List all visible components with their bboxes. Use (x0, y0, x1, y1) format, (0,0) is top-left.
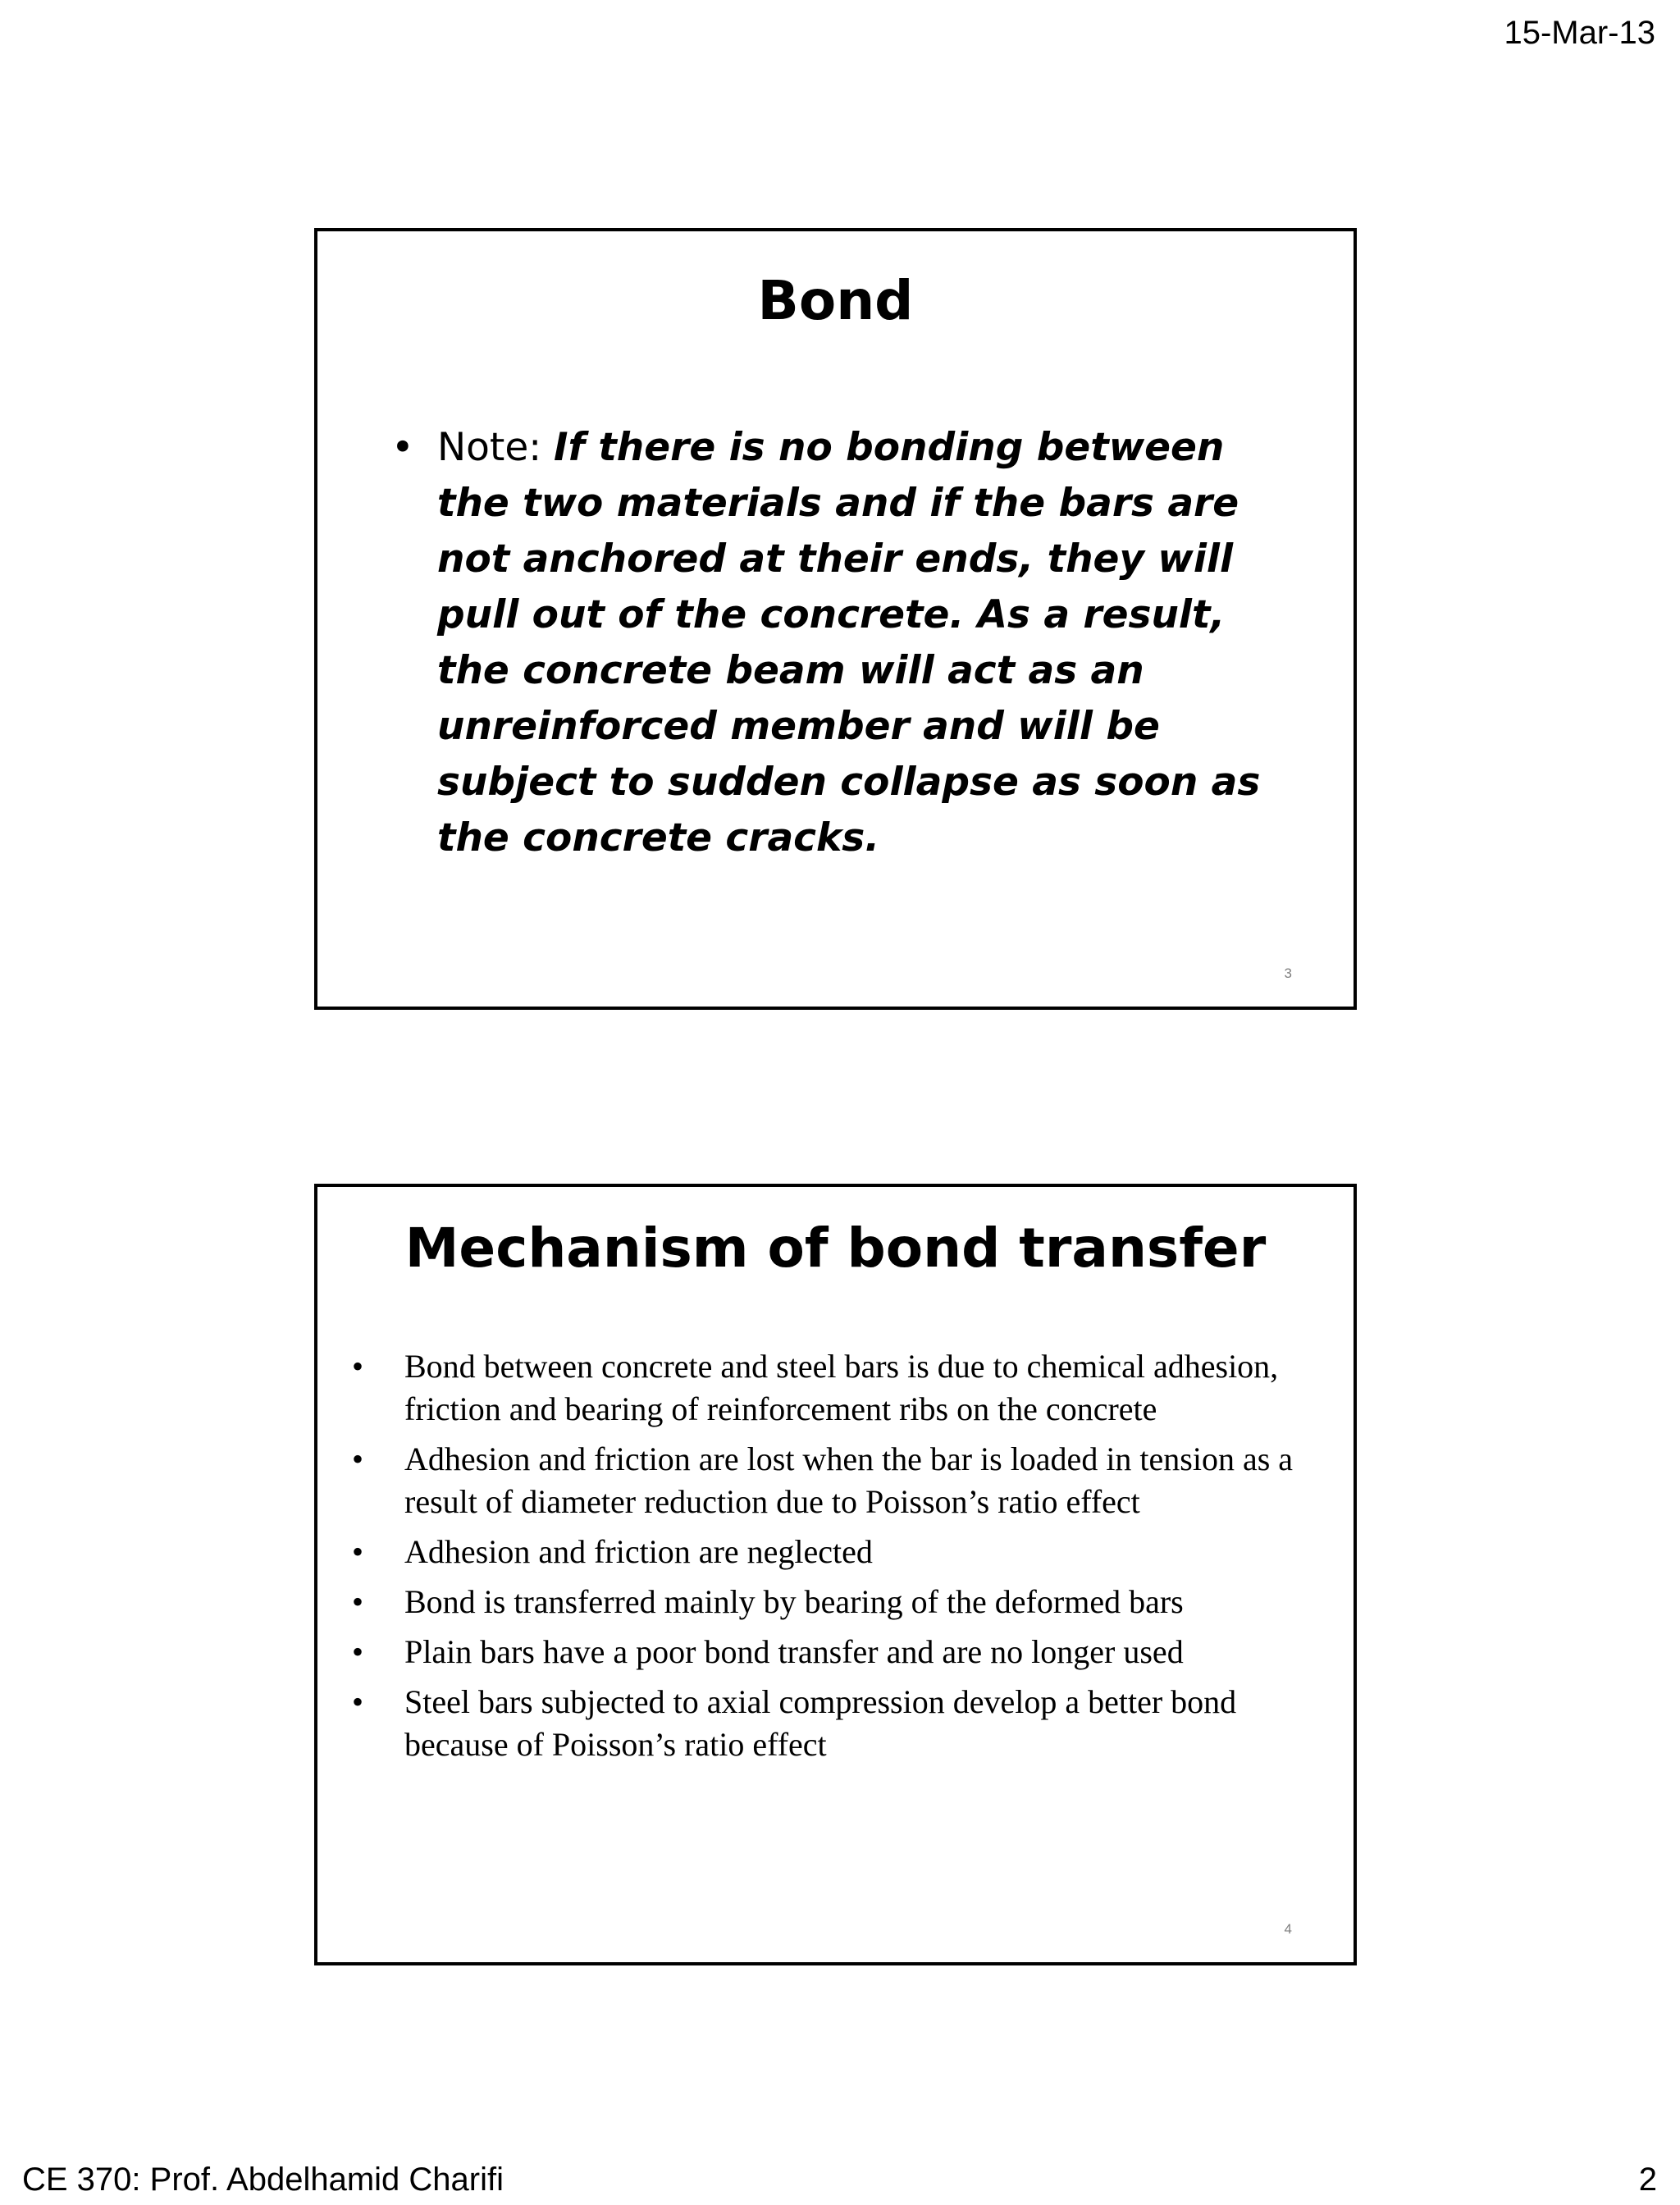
list-item (352, 1345, 1320, 1431)
slide-number: 3 (1284, 966, 1292, 981)
bullet-icon: • (352, 1683, 364, 1720)
list-item (352, 1581, 1320, 1623)
note-block (391, 420, 1294, 866)
list-item (352, 1631, 1320, 1673)
bullet-icon: • (352, 1440, 364, 1477)
list-item-text: Bond is transferred mainly by bearing of the deformed bars (404, 1583, 1184, 1620)
slide-number: 4 (1284, 1921, 1292, 1937)
bullet-icon: • (352, 1348, 364, 1385)
list-item-text: Bond between concrete and steel bars is due to chemical adhesion, friction and bearing of reinforcement ribs on the concrete (404, 1348, 1279, 1427)
list-item-text: Steel bars subjected to axial compression develop a better bond because of Poisson’s ratio effect (404, 1683, 1237, 1763)
list-item-text: Adhesion and friction are lost when the bar is loaded in tension as a result of diameter reduction due to Poisson’s ratio effect (404, 1440, 1294, 1520)
footer-page-number: 2 (1638, 2162, 1657, 2198)
list-item-text: Adhesion and friction are neglected (404, 1533, 873, 1570)
note-label: Note: (437, 425, 555, 470)
bullet-icon: • (391, 425, 414, 470)
list-item-text: Plain bars have a poor bond transfer and are no longer used (404, 1633, 1184, 1670)
slide-title: Bond (757, 269, 914, 332)
bullet-icon: • (352, 1583, 364, 1620)
page-date: 15-Mar-13 (1504, 15, 1655, 51)
note-body: If there is no bonding between the two materials and if the bars are not anchored at their ends, they will pull out of the concrete. As a result, the concrete beam will act as an unreinforced member and will be subject to sudden collapse as soon as the concrete cracks. (437, 425, 1261, 861)
list-item (352, 1531, 1320, 1573)
bullet-icon: • (352, 1633, 364, 1670)
footer-course: CE 370: Prof. Abdelhamid Charifi (22, 2162, 504, 2198)
slide-mechanism-of-bond-transfer (314, 1184, 1357, 1965)
bullet-list (352, 1345, 1320, 1774)
slide-bond (314, 228, 1357, 1010)
note-text (437, 420, 1294, 866)
bullet-icon: • (352, 1533, 364, 1570)
slide-title: Mechanism of bond transfer (404, 1217, 1267, 1280)
list-item (352, 1681, 1320, 1766)
list-item (352, 1438, 1320, 1523)
